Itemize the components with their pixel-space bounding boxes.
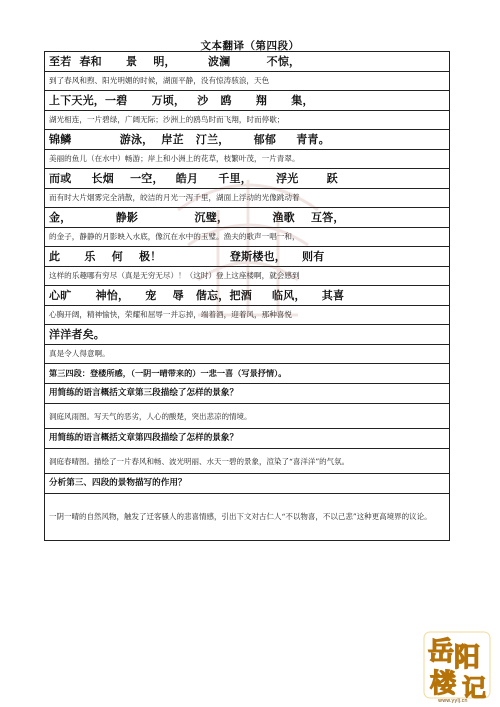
translation-line: 美丽的鱼儿（在水中）畅游；岸上和小洲上的花草，枝繁叶茂，一片青翠。: [45, 150, 450, 169]
translation-line: 真是令人得意啊。: [45, 345, 450, 364]
table-row: [45, 130, 450, 150]
original-text-line: 至若 春和 景 明， 波澜 不惊，: [45, 52, 450, 72]
table-row: [45, 364, 450, 384]
logo-char-2: 阳: [454, 643, 481, 673]
table-row: [45, 247, 450, 267]
table-row: [45, 429, 450, 449]
table-row: [45, 52, 450, 72]
original-text-line: 上下天光，一碧 万顷， 沙 鸥 翔 集，: [45, 91, 450, 111]
logo-char-1: 岳: [428, 637, 455, 667]
table-row: [45, 72, 450, 91]
answer-text: 一阴一晴的自然风物，触发了迁客骚人的悲喜情感，引出下文对古仁人“不以物喜，不以己悲”这种更高境界的议论。: [45, 494, 450, 541]
table-row: [45, 150, 450, 169]
paragraph-summary: 第三四段：登楼所感，（一阴一晴带来的）一悲一喜（写景抒情）。: [45, 364, 450, 384]
answer-text: 洞庭春晴图。描绘了一片春风和畅、波光明丽、水天一碧的景象，渲染了“喜洋洋”的气氛。: [45, 449, 450, 474]
table-row: [45, 494, 450, 541]
table-row: [45, 169, 450, 189]
logo-url: www.yylj.cn: [438, 698, 468, 704]
translation-line: 到了春风和煦、阳光明媚的时候，湖面平静，没有惊涛骇浪，天色: [45, 72, 450, 91]
table-row: [45, 404, 450, 429]
question-text: 用简练的语言概括文章第四段描绘了怎样的景象？: [45, 429, 450, 449]
table-row: [45, 91, 450, 111]
table-row: [45, 474, 450, 494]
table-row: [45, 306, 450, 325]
table-row: [45, 345, 450, 364]
translation-line: 湖光相连，一片碧绿，广阔无际；沙洲上的鸥鸟时而飞翔，时而停歇；: [45, 111, 450, 130]
translation-line: 的金子，静静的月影映入水底，像沉在水中的玉璧。渔夫的歌声一唱一和，: [45, 228, 450, 247]
translation-line: 这样的乐趣哪有穷尽（真是无穷无尽）！（这时）登上这座楼啊，就会感到: [45, 267, 450, 286]
table-row: [45, 111, 450, 130]
original-text-line: 而或 长烟 一空， 皓月 千里， 浮光 跃: [45, 169, 450, 189]
translation-line: 心胸开阔，精神愉快，荣耀和屈辱一并忘掉，端着酒，迎着风，那种喜悦: [45, 306, 450, 325]
original-text-line: 金， 静影 沉璧， 渔歌 互答，: [45, 208, 450, 228]
translation-table: [44, 51, 450, 541]
table-row: [45, 286, 450, 306]
question-text: 分析第三、四段的景物描写的作用？: [45, 474, 450, 494]
original-text-line: 锦鳞 游泳， 岸芷 汀兰， 郁郁 青青。: [45, 130, 450, 150]
table-row: [45, 228, 450, 247]
table-row: [45, 208, 450, 228]
original-text-line: 洋洋者矣。: [45, 325, 450, 345]
logo-char-4: 记: [462, 673, 486, 702]
original-text-line: 心旷 神怡， 宠 辱 偕忘，把酒 临风， 其喜: [45, 286, 450, 306]
page-title: 文本翻译（第四段）: [200, 40, 300, 52]
logo-char-3: 楼: [430, 669, 457, 699]
table-row: [45, 189, 450, 208]
yueyanglouji-logo-icon: [418, 626, 496, 704]
table-row: [45, 325, 450, 345]
question-text: 用简练的语言概括文章第三段描绘了怎样的景象？: [45, 384, 450, 404]
table-row: [45, 449, 450, 474]
answer-text: 洞庭风雨图。写天气的恶劣，人心的酸楚，突出悲凉的情境。: [45, 404, 450, 429]
original-text-line: 此 乐 何 极！ 登斯楼也， 则有: [45, 247, 450, 267]
table-row: [45, 267, 450, 286]
translation-line: 而有时大片烟雾完全消散，皎洁的月光一泻千里，湖面上浮动的光像跳动着: [45, 189, 450, 208]
table-row: [45, 384, 450, 404]
